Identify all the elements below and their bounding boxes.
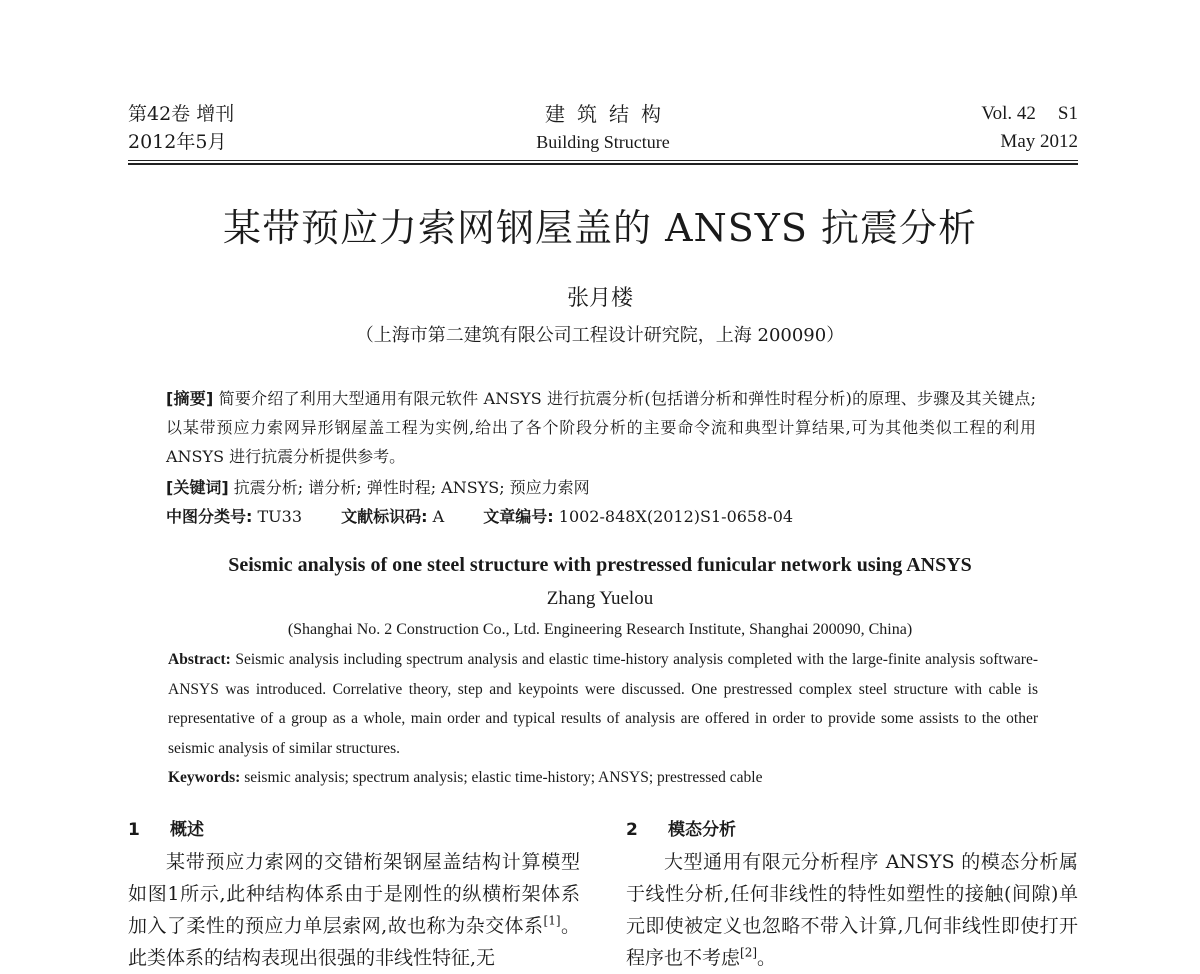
affiliation-en: (Shanghai No. 2 Construction Co., Ltd. Engineering Research Institute, Shanghai 200090, China): [287, 621, 913, 638]
abstract-cn-text: 简要介绍了利用大型通用有限元软件 ANSYS 进行抗震分析(包括谱分析和弹性时程分析)的原理、步骤及其关键点;以某带预应力索网异形钢屋盖工程为实例,给出了各个阶段分析的主要命令流和典型计算结果,可为其他类似工程的利用 ANSYS 进行抗震分析提供参考。: [166, 389, 1036, 466]
volume: Vol. 42: [981, 103, 1036, 124]
supplement: S1: [1057, 103, 1078, 124]
abstract-en: [168, 645, 1038, 763]
header-right: [981, 100, 1078, 156]
paper-title-en: Seismic analysis of one steel structure with prestressed funicular network using ANSYS: [228, 554, 972, 576]
section-paragraph: [128, 846, 580, 974]
volume-line: [981, 100, 1078, 128]
header-center: [128, 100, 1078, 156]
keywords-en-text: seismic analysis; spectrum analysis; elastic time-history; ANSYS; prestressed cable: [244, 769, 763, 786]
section-title: 模态分析: [668, 820, 736, 840]
abstract-en-label: Abstract:: [168, 651, 231, 668]
paragraph-text: 大型通用有限元分析程序 ANSYS 的模态分析属于线性分析,任何非线性的特性如塑性的接触(间隙)单元即使被定义也忽略不带入计算,几何非线性即使打开程序也不考虑: [626, 851, 1078, 969]
section-number: 1: [128, 820, 140, 840]
doc-code-label: 文献标识码:: [341, 507, 428, 526]
abstract-cn-label: [摘要]: [166, 389, 214, 408]
author-en: Zhang Yuelou: [546, 588, 654, 609]
keywords-cn-text: 抗震分析; 谱分析; 弹性时程; ANSYS; 预应力索网: [233, 478, 590, 497]
section-number: 2: [626, 820, 638, 840]
article-no-item: [483, 502, 793, 531]
clc-value: TU33: [257, 507, 303, 526]
journal-name-cn: 建筑结构: [545, 102, 673, 126]
article-no-value: 1002-848X(2012)S1-0658-04: [558, 507, 794, 526]
header-rule-thick: [128, 163, 1078, 165]
section-title: 概述: [170, 820, 204, 840]
section-heading: [626, 816, 1078, 844]
body-column-left: [128, 816, 580, 974]
paragraph-text-cont: 。: [757, 947, 777, 969]
doc-code-value: A: [432, 507, 445, 526]
abstract-en-text: Seismic analysis including spectrum analysis and elastic time-history analysis completed with the large-finite analysis software-ANSYS was introduced. Correlative theory, step and keypoints were discussed. One prestressed complex steel structure with cable is representative of a group as a whole, main order and typical results of analysis are offered in order to provide some assists to the other seismic analysis of similar structures.: [168, 651, 1039, 757]
paragraph-text-cont: 。此类体系的结构表现出很强的非线性特征,无: [128, 915, 580, 969]
journal-name-en: Building Structure: [536, 132, 670, 152]
keywords-cn-label: [关键词]: [166, 478, 229, 497]
section-paragraph: [626, 846, 1078, 974]
article-no-label: 文章编号:: [483, 507, 554, 526]
abstract-cn: [166, 384, 1036, 471]
date-cn: 2012年5月: [128, 131, 227, 153]
classification-line: [166, 502, 1036, 531]
keywords-en-label: Keywords:: [168, 769, 241, 786]
paper-title-cn: 某带预应力索网钢屋盖的 ANSYS 抗震分析: [222, 206, 977, 250]
author-cn: 张月楼: [566, 286, 633, 311]
date-en: May 2012: [1000, 131, 1078, 152]
affiliation-cn: （上海市第二建筑有限公司工程设计研究院，上海 200090）: [355, 325, 845, 346]
header-rule-thin: [128, 160, 1078, 161]
paragraph-text: 某带预应力索网的交错桁架钢屋盖结构计算模型如图1所示,此种结构体系由于是刚性的纵横桁架体系加入了柔性的预应力单层索网,故也称为杂交体系: [128, 851, 580, 937]
keywords-en: [168, 763, 1038, 793]
doc-code-item: [341, 502, 444, 531]
issue-cn: 第42卷 增刊: [128, 103, 235, 125]
citation-ref[interactable]: [2]: [740, 945, 758, 960]
citation-ref[interactable]: [1]: [543, 913, 561, 928]
clc-label: 中图分类号:: [166, 507, 253, 526]
journal-header: [128, 100, 1078, 160]
clc-item: [166, 502, 302, 531]
body-column-right: [626, 816, 1078, 974]
section-heading: [128, 816, 580, 844]
keywords-cn: [166, 473, 1036, 502]
